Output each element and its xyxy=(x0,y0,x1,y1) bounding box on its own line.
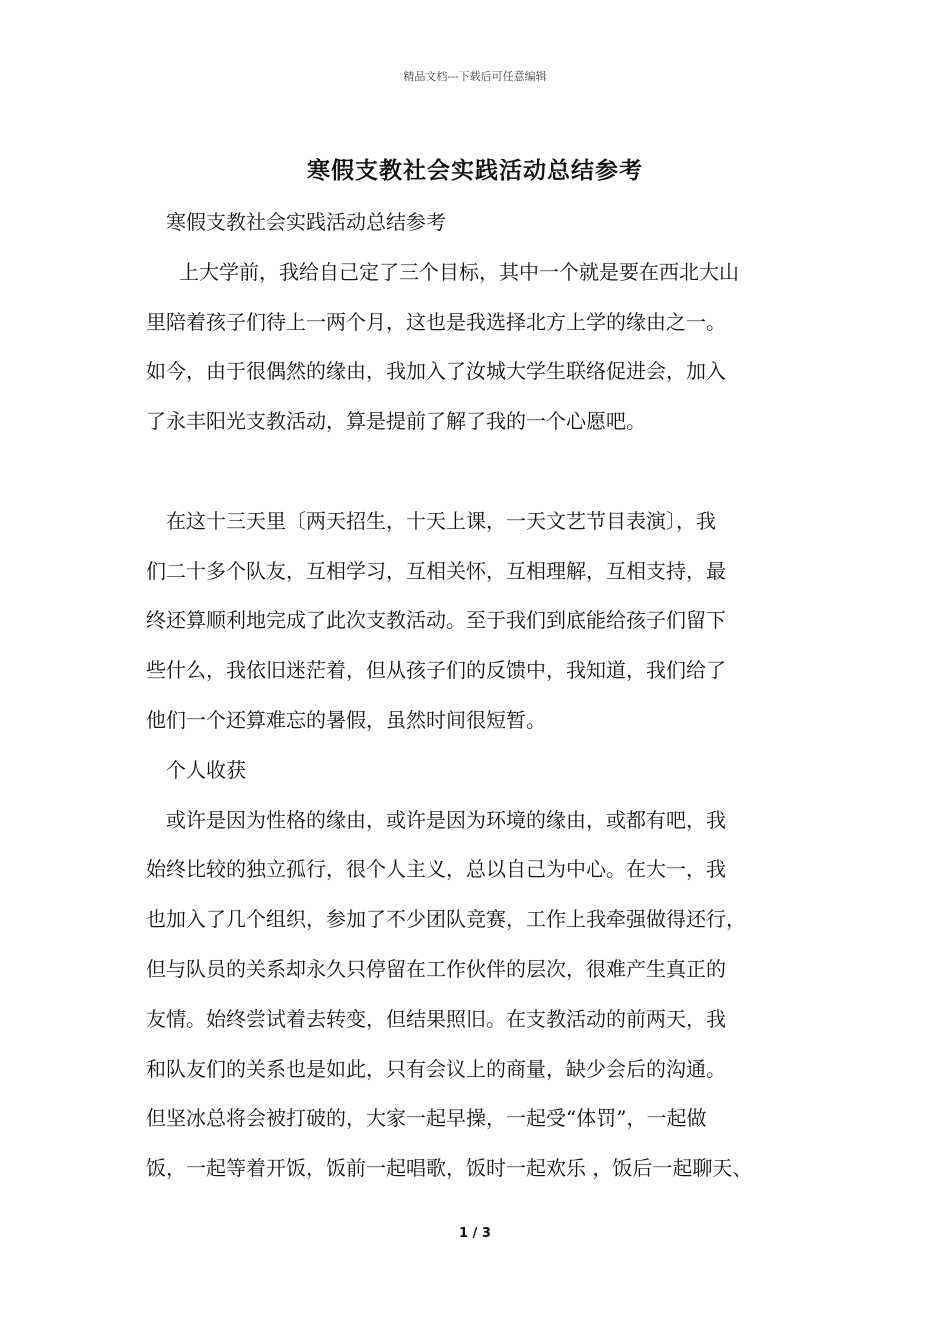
paragraph-line: 也加入了几个组织，参加了不少团队竞赛，工作上我牵强做得还行， xyxy=(146,907,746,932)
paragraph-line: 在这十三天里〔两天招生，十天上课，一天文艺节目表演〕，我 xyxy=(166,508,716,533)
page-number: 1 / 3 xyxy=(459,1226,491,1241)
paragraph-line: 饭，一起等着开饭，饭前一起唱歌，饭时一起欢乐 ，饭后一起聊天、 xyxy=(146,1156,753,1181)
paragraph-line: 始终比较的独立孤行，很个人主义，总以自己为中心。在大一，我 xyxy=(146,857,726,882)
paragraph-line: 和队友们的关系也是如此，只有会议上的商量，缺少会后的沟通。 xyxy=(146,1056,726,1081)
paragraph-line: 他们一个还算难忘的暑假，虽然时间很短暂。 xyxy=(146,707,546,732)
paragraph-line: 上大学前，我给自己定了三个目标，其中一个就是要在西北大山 xyxy=(179,259,739,284)
paragraph-line: 里陪着孩子们待上一两个月，这也是我选择北方上学的缘由之一。 xyxy=(146,309,726,334)
document-body xyxy=(146,204,826,1200)
paragraph-line: 但与队员的关系却永久只停留在工作伙伴的层次，很难产生真正的 xyxy=(146,956,726,981)
section-heading: 个人收获 xyxy=(166,757,246,782)
paragraph-line: 或许是因为性格的缘由，或许是因为环境的缘由，或都有吧，我 xyxy=(166,807,726,832)
paragraph-line: 如今，由于很偶然的缘由，我加入了汝城大学生联络促进会，加入 xyxy=(146,359,726,384)
paragraph-line: 们二十多个队友，互相学习，互相关怀，互相理解，互相支持，最 xyxy=(146,558,726,583)
paragraph-spacer xyxy=(146,453,826,503)
header-note: 精品文档---下载后可任意编辑 xyxy=(403,70,547,83)
paragraph-line: 友情。始终尝试着去转变，但结果照旧。在支教活动的前两天，我 xyxy=(146,1006,726,1031)
subtitle-line: 寒假支教社会实践活动总结参考 xyxy=(166,210,446,234)
paragraph-line: 终还算顺利地完成了此次支教活动。至于我们到底能给孩子们留下 xyxy=(146,608,726,633)
paragraph-line: 些什么，我依旧迷茫着，但从孩子们的反馈中，我知道，我们给了 xyxy=(146,658,726,683)
paragraph-line: 但坚冰总将会被打破的，大家一起早操，一起受“体罚”，一起做 xyxy=(146,1106,707,1131)
document-title: 寒假支教社会实践活动总结参考 xyxy=(307,157,643,184)
paragraph-line: 了永丰阳光支教活动，算是提前了解了我的一个心愿吧。 xyxy=(146,409,646,434)
